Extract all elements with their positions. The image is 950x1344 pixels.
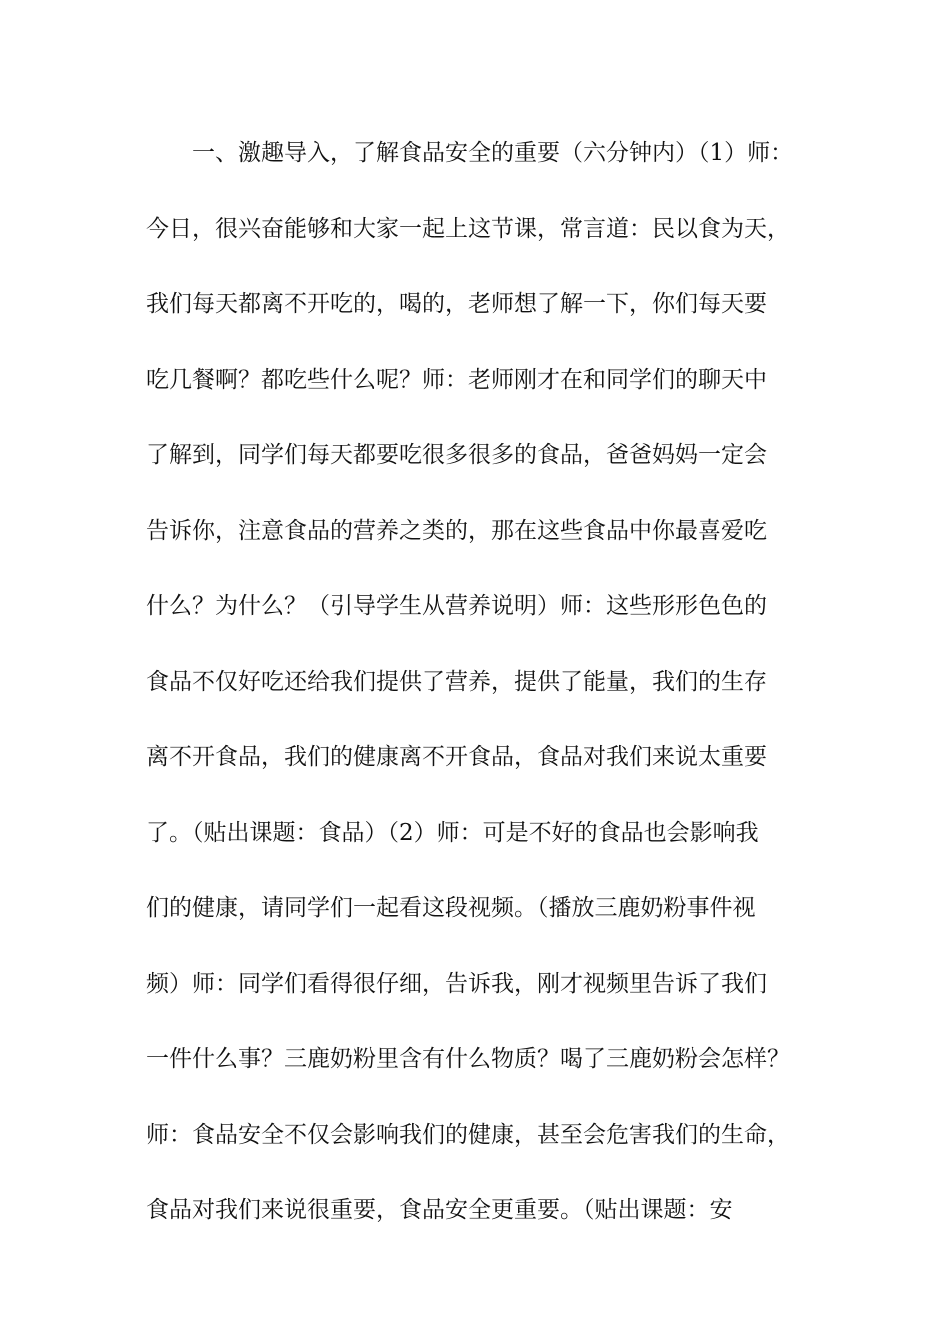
text-line: 告诉你，注意食品的营养之类的，那在这些食品中你最喜爱吃 [146,517,767,544]
text-line: 一件什么事？三鹿奶粉里含有什么物质？喝了三鹿奶粉会怎样？ [146,1046,790,1072]
text-line: 们的健康，请同学们一起看这段视频。（播放三鹿奶粉事件视 [146,895,756,921]
text-line: 什么？为什么？（引导学生从营养说明）师：这些形形色色的 [146,593,767,619]
text-line: 了。（贴出课题：食品）（2）师：可是不好的食品也会影响我 [146,819,759,846]
text-line: 吃几餐啊？都吃些什么呢？师：老师刚才在和同学们的聊天中 [146,366,767,393]
text-line: 一、激趣导入，了解食品安全的重要（六分钟内）（1）师： [192,140,794,166]
text-line: 了解到，同学们每天都要吃很多很多的食品，爸爸妈妈一定会 [146,442,767,468]
text-line: 我们每天都离不开吃的，喝的，老师想了解一下，你们每天要 [146,291,767,317]
text-line: 食品不仅好吃还给我们提供了营养，提供了能量，我们的生存 [146,668,767,695]
text-line: 离不开食品，我们的健康离不开食品，食品对我们来说太重要 [146,744,767,770]
text-line: 频）师：同学们看得很仔细，告诉我，刚才视频里告诉了我们 [146,970,767,997]
text-line: 师：食品安全不仅会影响我们的健康，甚至会危害我们的生命， [146,1121,790,1148]
body-text [146,133,826,1266]
text-line: 食品对我们来说很重要，食品安全更重要。（贴出课题：安 [146,1197,733,1223]
text-line: 今日，很兴奋能够和大家一起上这节课，常言道：民以食为天， [146,215,790,242]
